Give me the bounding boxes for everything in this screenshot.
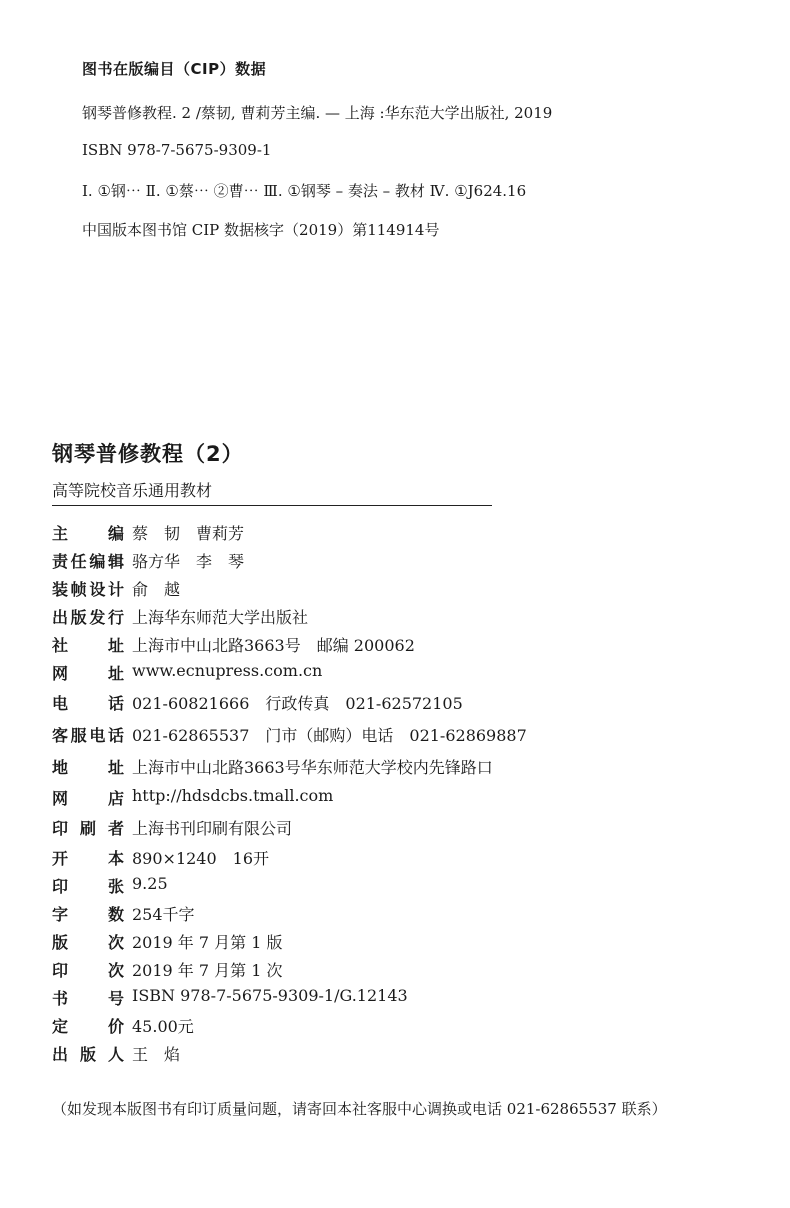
meta-label: 主编 xyxy=(52,524,124,543)
meta-label: 印次 xyxy=(52,961,124,980)
meta-value: 2019 年 7 月第 1 版 xyxy=(132,933,283,952)
meta-label: 印刷者 xyxy=(52,819,124,838)
meta-label: 字数 xyxy=(52,905,124,924)
meta-label: 装帧设计 xyxy=(52,580,124,599)
meta-label: 版次 xyxy=(52,933,124,952)
meta-label: 社址 xyxy=(52,636,124,655)
meta-value: 9.25 xyxy=(132,874,168,893)
cip-line-classification: Ⅰ. ①钢⋯ Ⅱ. ①蔡⋯ ②曹⋯ Ⅲ. ①钢琴 – 奏法 – 教材 Ⅳ. ①J624.16 xyxy=(82,182,527,200)
meta-value: 254千字 xyxy=(132,905,195,924)
meta-label: 出版发行 xyxy=(52,608,124,627)
meta-value: 蔡 韧 曹莉芳 xyxy=(132,524,245,543)
meta-value: 上海华东师范大学出版社 xyxy=(132,608,309,627)
meta-value: ISBN 978-7-5675-9309-1/G.12143 xyxy=(132,986,408,1005)
book-title: 钢琴普修教程（2） xyxy=(52,442,244,466)
meta-value: 上海市中山北路3663号华东师范大学校内先锋路口 xyxy=(132,758,493,777)
cip-line-title: 钢琴普修教程. 2 /蔡韧, 曹莉芳主编. — 上海 :华东范大学出版社, 2019 xyxy=(82,104,553,122)
meta-value: 俞 越 xyxy=(132,580,181,599)
meta-label: 客服电话 xyxy=(52,726,124,745)
meta-label: 网址 xyxy=(52,664,124,683)
meta-value: www.ecnupress.com.cn xyxy=(132,661,323,680)
meta-value: 骆方华 李 琴 xyxy=(132,552,245,571)
book-subtitle: 高等院校音乐通用教材 xyxy=(52,481,213,500)
cip-heading: 图书在版编目（CIP）数据 xyxy=(82,60,267,78)
meta-label: 出版人 xyxy=(52,1045,124,1064)
title-divider xyxy=(52,505,492,506)
meta-label: 地址 xyxy=(52,758,124,777)
meta-label: 网店 xyxy=(52,789,124,808)
meta-value: 王 焰 xyxy=(132,1045,181,1064)
meta-value: 上海市中山北路3663号 邮编 200062 xyxy=(132,636,415,655)
meta-value: 上海书刊印刷有限公司 xyxy=(132,819,293,838)
meta-value: 021-60821666 行政传真 021-62572105 xyxy=(132,694,463,713)
meta-value: 45.00元 xyxy=(132,1017,194,1036)
cip-line-isbn: ISBN 978-7-5675-9309-1 xyxy=(82,141,272,159)
meta-label: 开本 xyxy=(52,849,124,868)
cip-line-record-number: 中国版本图书馆 CIP 数据核字（2019）第114914号 xyxy=(82,221,440,239)
meta-value: http://hdsdcbs.tmall.com xyxy=(132,786,334,805)
quality-notice: （如发现本版图书有印订质量问题，请寄回本社客服中心调换或电话 021-62865537 联系） xyxy=(52,1100,667,1118)
meta-label: 书号 xyxy=(52,989,124,1008)
meta-label: 责任编辑 xyxy=(52,552,124,571)
meta-label: 电话 xyxy=(52,694,124,713)
meta-label: 印张 xyxy=(52,877,124,896)
meta-value: 2019 年 7 月第 1 次 xyxy=(132,961,283,980)
meta-value: 890×1240 16开 xyxy=(132,849,270,868)
meta-value: 021-62865537 门市（邮购）电话 021-62869887 xyxy=(132,726,527,745)
meta-label: 定价 xyxy=(52,1017,124,1036)
